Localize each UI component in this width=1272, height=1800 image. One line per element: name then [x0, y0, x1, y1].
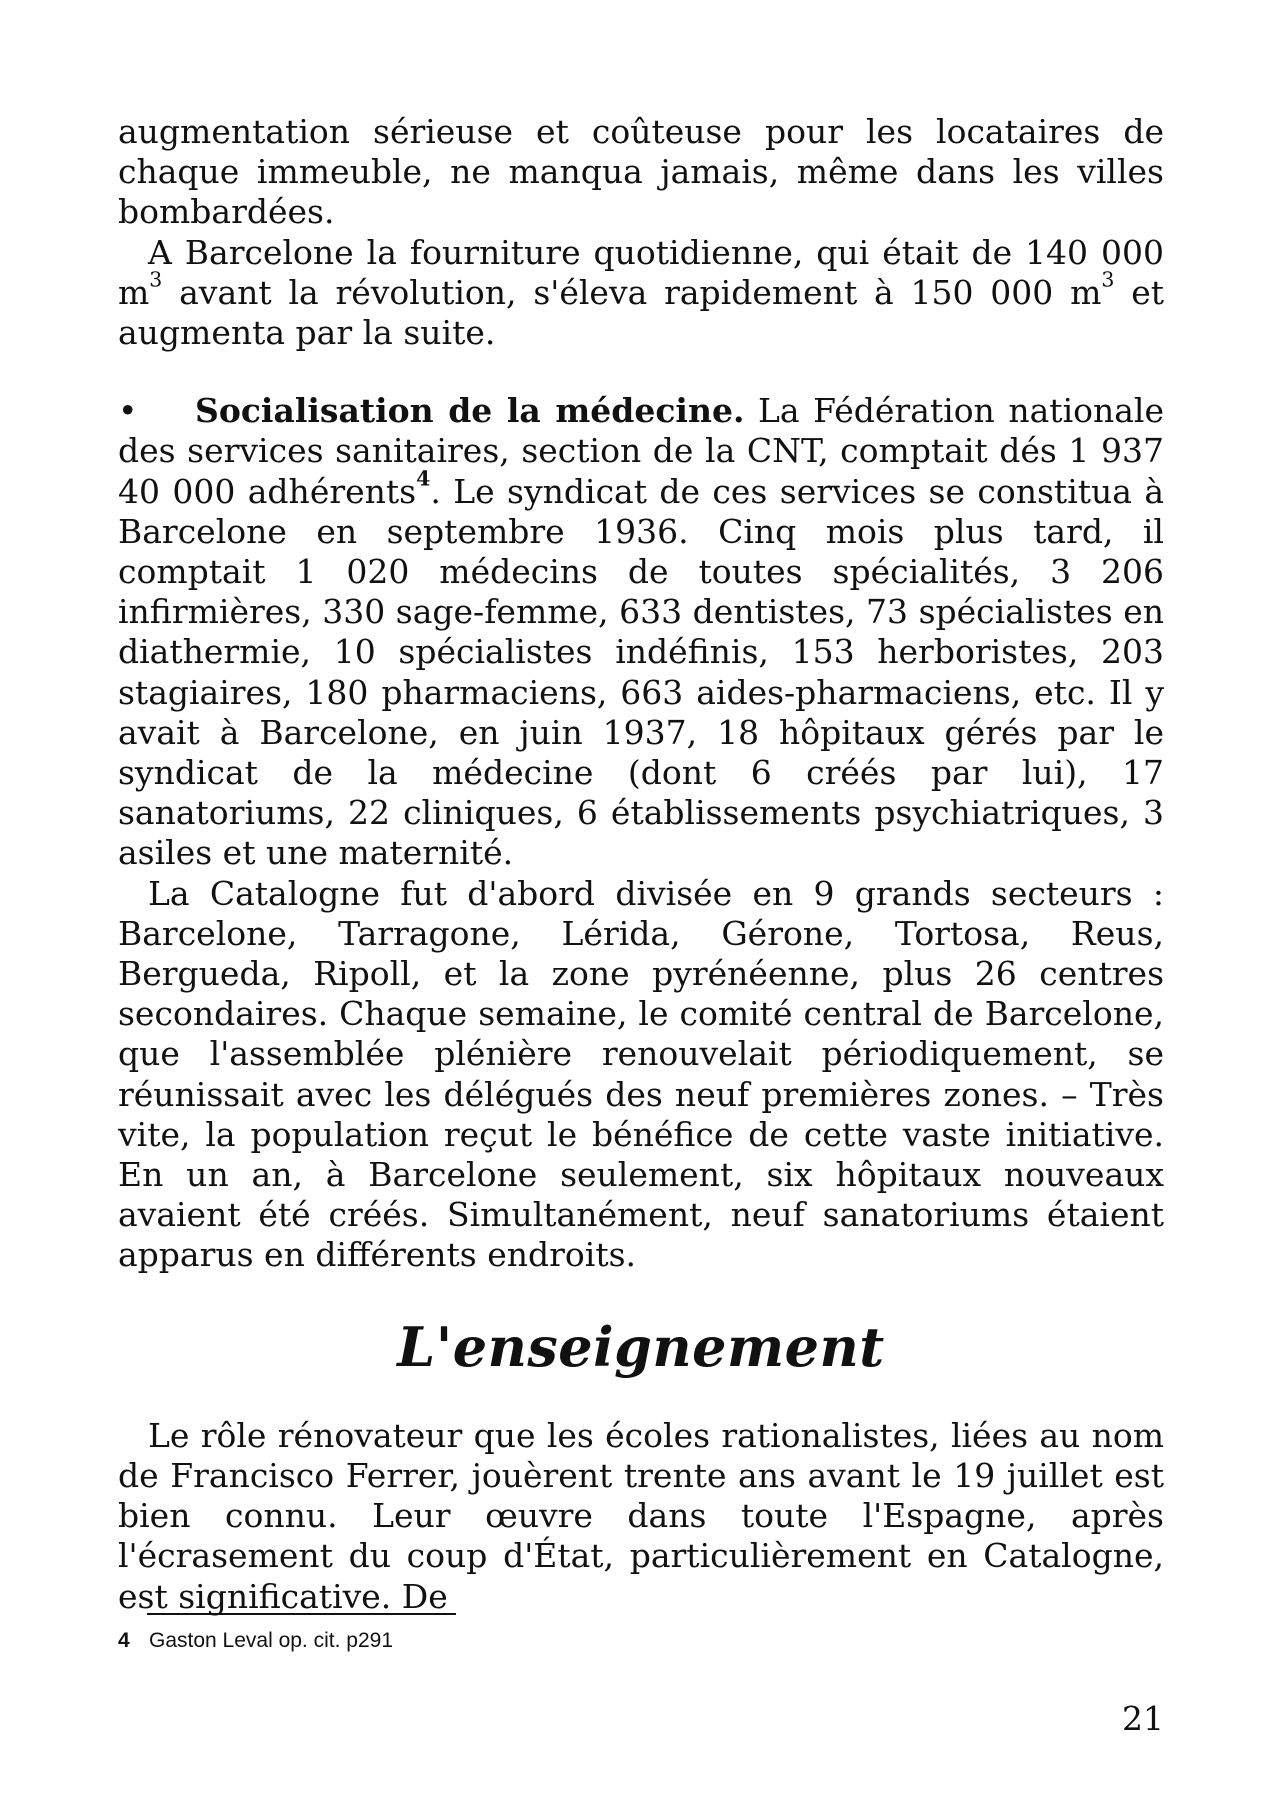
paragraph-text: La Fédération nationale des services sanitaires, section de la CNT, comptait dés 1 937 40 000 adhérents — [118, 391, 1164, 511]
page-body — [118, 112, 1164, 1617]
paragraph-education: Le rôle rénovateur que les écoles rationalistes, liées au nom de Francisco Ferrer, jouèrent trente ans avant le 19 juillet est bien connu. Leur œuvre dans toute l'Espagne, après l'écrasement du coup d'État, particulièrement en Catalogne, est significative. De — [118, 1415, 1164, 1616]
paragraph-text: . Le syndicat de ces services se constitua à Barcelone en septembre 1936. Cinq mois plus tard, il comptait 1 020 médecins de toutes spécialités, 3 206 infirmières, 330 sage-femme, 633 dentistes, 73 spécialistes en diathermie, 10 spécialistes indéfinis, 153 herboristes, 203 stagiaires, 180 pharmaciens, 663 aides-pharmaciens, etc. Il y avait à Barcelone, en juin 1937, 18 hôpitaux gérés par le syndicat de la médecine (dont 6 créés par lui), 17 sanatoriums, 22 cliniques, 6 établissements psychiatriques, 3 asiles et une maternité. — [118, 471, 1164, 873]
paragraph-text: A Barcelone la fourniture quotidienne, qui était de 140 000 m — [118, 232, 1164, 312]
paragraph-text: avant la révolution, s'éleva rapidement à 150 000 m — [162, 272, 1102, 312]
paragraph-gap — [118, 353, 1164, 391]
footnote-text: Gaston Leval op. cit. p291 — [149, 1629, 393, 1652]
footnote-reference[interactable]: 4 — [416, 466, 431, 491]
superscript: 3 — [149, 267, 163, 292]
paragraph-catalonia: La Catalogne fut d'abord divisée en 9 grands secteurs : Barcelone, Tarragone, Lérida, Gérone, Tortosa, Reus, Bergueda, Ripoll, et la zone pyrénéenne, plus 26 centres secondaires. Chaque semaine, le comité central de Barcelone, que l'assemblée plénière renouvelait périodiquement, se réunissait avec les délégués des neuf premières zones. – Très vite, la population reçut le bénéfice de cette vaste initiative. En un an, à Barcelone seulement, six hôpitaux nouveaux avaient été créés. Simultanément, neuf sanatoriums étaient apparus en différents endroits. — [118, 873, 1164, 1275]
bullet-paragraph-medicine — [118, 391, 1164, 873]
paragraph: augmentation sérieuse et coûteuse pour les locataires de chaque immeuble, ne manqua jamais, même dans les villes bombardées. — [118, 112, 1164, 232]
paragraph-text: et augmenta par la suite. — [118, 272, 1165, 353]
footnote — [118, 1628, 393, 1654]
superscript: 3 — [1101, 267, 1115, 292]
section-subtitle: Socialisation de la médecine. — [195, 391, 745, 431]
section-heading: L'enseignement — [397, 1314, 885, 1379]
page-number: 21 — [1122, 1699, 1164, 1738]
footnote-divider — [147, 1613, 456, 1615]
footnote-number: 4 — [118, 1629, 130, 1652]
paragraph-water-supply — [118, 233, 1164, 354]
bullet-icon: • — [118, 391, 138, 431]
